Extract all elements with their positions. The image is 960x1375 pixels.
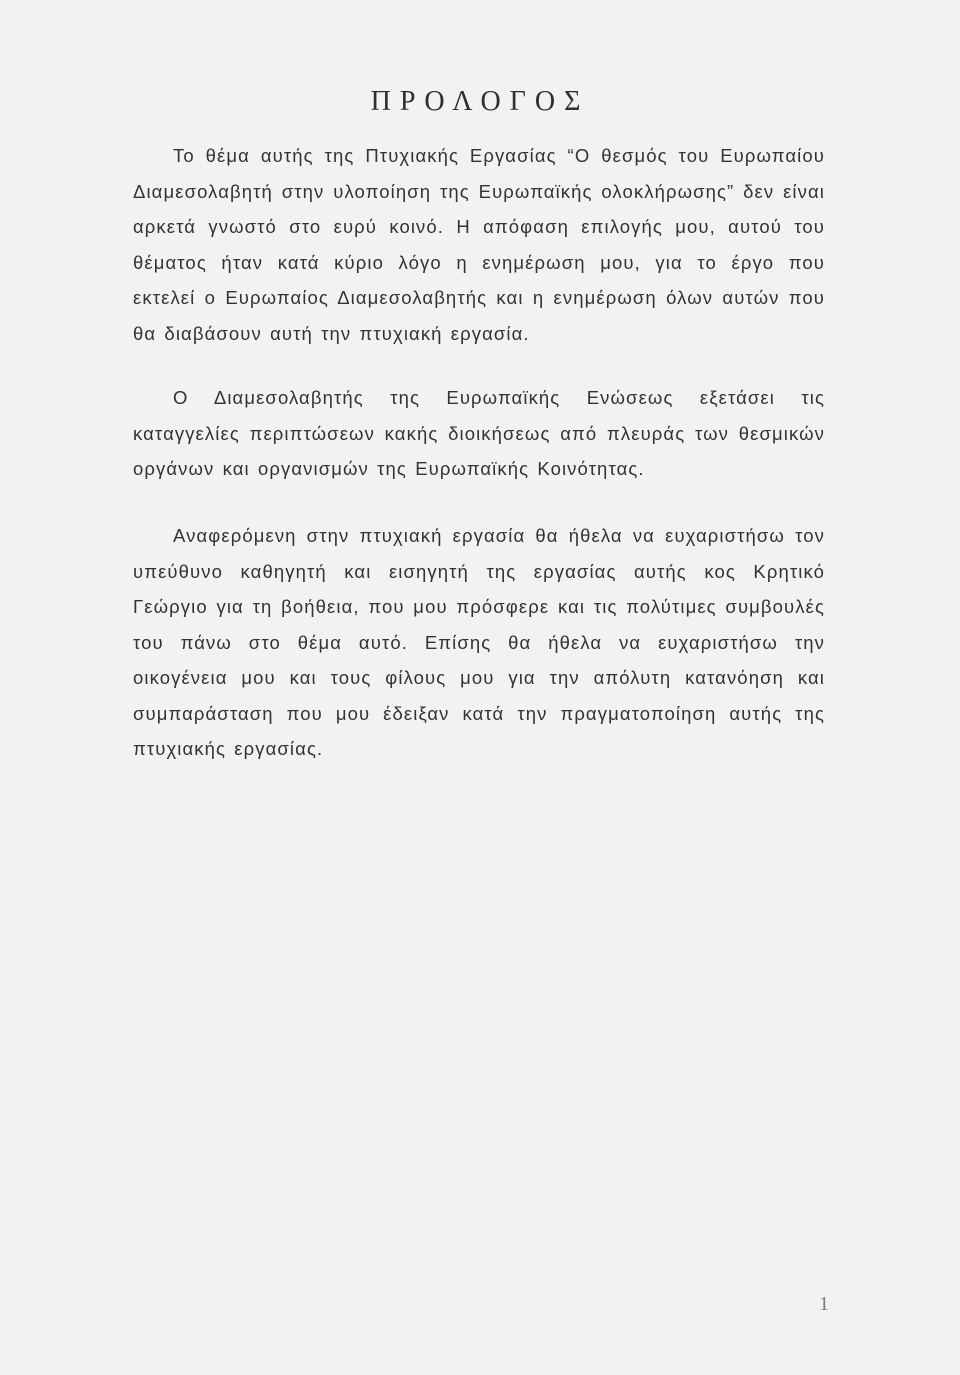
paragraph-topic: Το θέμα αυτής της Πτυχιακής Εργασίας “Ο θεσμός του Ευρωπαίου Διαμεσολαβητή στην υλοποίηση της Ευρωπαϊκής ολοκλήρωσης” δεν είναι αρκετά γνωστό στο ευρύ κοινό. Η απόφαση επιλογής μου, αυτού του θέματος ήταν κατά κύριο λόγο η ενημέρωση μου, για το έργο που εκτελεί ο Ευρωπαίος Διαμεσολαβητής και η ενημέρωση όλων αυτών που θα διαβάσουν αυτή την πτυχιακή εργασία.: [133, 145, 825, 344]
paragraph-acknowledgements: Αναφερόμενη στην πτυχιακή εργασία θα ήθελα να ευχαριστήσω τον υπεύθυνο καθηγητή και εισηγητή της εργασίας αυτής κος Κρητικό Γεώργιο για τη βοήθεια, που μου πρόσφερε και τις πολύτιμες συμβουλές του πάνω στο θέμα αυτό. Επίσης θα ήθελα να ευχαριστήσω την οικογένεια μου και τους φίλους μου για την απόλυτη κατανόηση και συμπαράσταση που μου έδειξαν κατά την πραγματοποίηση αυτής της πτυχιακής εργασίας.: [133, 525, 825, 759]
paragraph-ombudsman: Ο Διαμεσολαβητής της Ευρωπαϊκής Ενώσεως εξετάσει τις καταγγελίες περιπτώσεων κακής διοικήσεως από πλευράς των θεσμικών οργάνων και οργανισμών της Ευρωπαϊκής Κοινότητας.: [133, 387, 825, 479]
page-title: ΠΡΟΛΟΓΟΣ: [370, 86, 590, 117]
page-number: 1: [819, 1293, 829, 1315]
